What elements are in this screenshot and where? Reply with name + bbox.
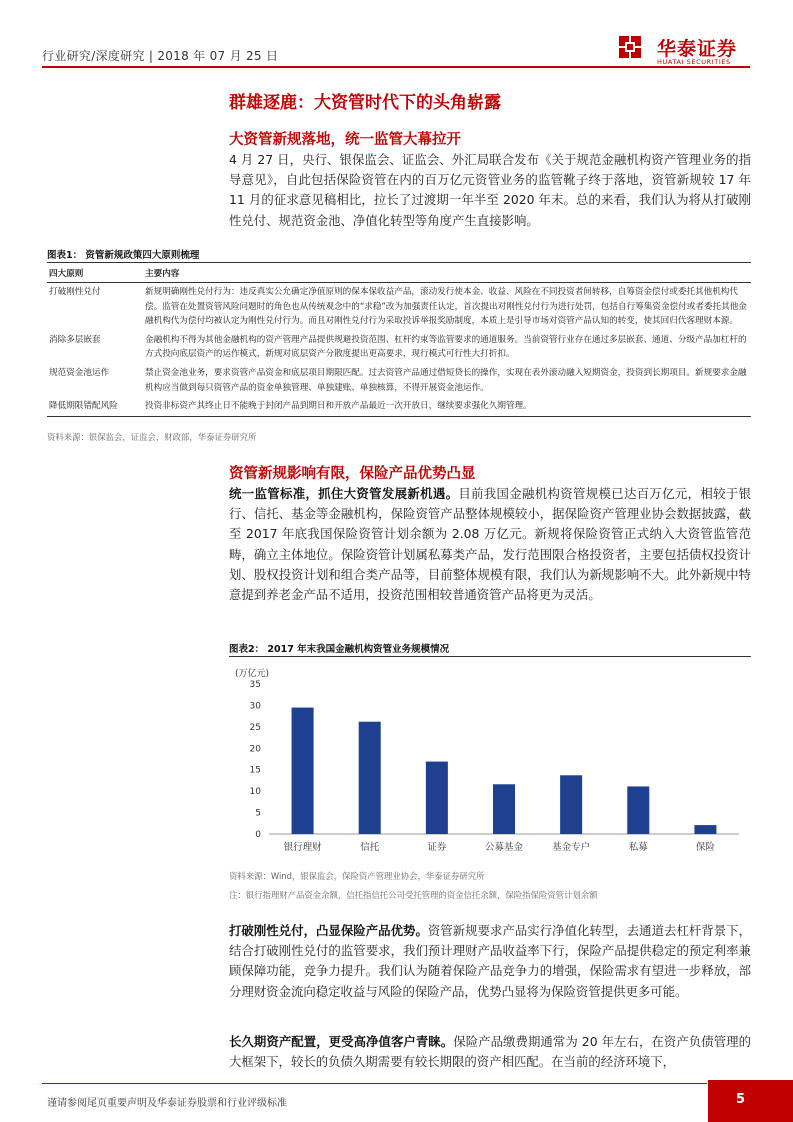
section2-body: 目前我国金融机构资管规模已达百万亿元，相较于银行、信托、基金等金融机构，保险资管产品整体规模较小，据保险资产管理业协会数据披露，截至 2017 年底我国保险资管计划余额为 2.08 万亿元。新规将保险资管正式纳入大资管监管范畴，确立主体地位。保险资管计划属私募类产品，发行范围限合格投资者，主要包括债权投资计划、股权投资计划和组合类产品等，目前整体规模有限，我们认为新规影响不大。此外新规中特意提到养老金产品不适用，投资范围相较普通资管产品将更为灵活。 xyxy=(229,486,752,603)
footer-page-badge xyxy=(708,1080,793,1122)
section4-body: 保险产品缴费期通常为 20 年左右，在资产负债管理的大框架下，较长的负债久期需要有较长期限的资产相匹配。在当前的经济环境下， xyxy=(229,1034,751,1070)
chart-y-tick-label: 25 xyxy=(249,722,261,733)
chart-y-tick-label: 30 xyxy=(249,701,261,712)
chart-bar xyxy=(426,762,448,834)
chart-y-tick-label: 10 xyxy=(249,787,261,798)
table-cell-content: 金融机构不得为其他金融机构的资产管理产品提供规避投资范围、杠杆约束等监管要求的通道服务。当前资管行业存在通过多层嵌套、通道、分级产品加杠杆的方式投向底层资产的运作模式，新规对底层资产分散度提出更高要求，现行模式可行性大打折扣。 xyxy=(145,334,747,360)
logo-text-en: HUATAI SECURITIES xyxy=(657,58,731,66)
table-cell-principle: 规范资金池运作 xyxy=(49,367,110,378)
figure2-title: 图表2： 2017 年末我国金融机构资管业务规模情况 xyxy=(229,644,450,655)
table-row xyxy=(47,364,751,397)
chart-bar xyxy=(359,722,381,834)
section2-lead: 统一监管标准，抓住大资管发展新机遇。 xyxy=(229,486,459,501)
footer-disclaimer: 谨请参阅尾页重要声明及华泰证券股票和行业评级标准 xyxy=(47,1098,287,1109)
figure2-divider xyxy=(229,656,751,657)
table-cell-content: 新规明确刚性兑付行为：违反真实公允确定净值原则的保本保收益产品，滚动发行使本金、收益、风险在不同投资者间转移，自筹资金偿付或委托其他机构代偿。监管在处置资管风险问题时的角色也从传统观念中的“求稳”改为加强责任认定，首次提出对刚性兑付行为进行处罚，包括自行筹集资金偿付或者委托其他金融机构代为偿付均被认定为刚性兑付行为。而且对刚性兑付行为采取投诉举报奖励制度，本质上是引导市场对资管产品认知的转变，使其回归代客理财本源。 xyxy=(145,287,747,327)
chart-y-tick-label: 0 xyxy=(255,830,261,840)
chart-bar xyxy=(292,708,314,834)
figure2-note: 注：银行指理财产品资金余额，信托指信托公司受托管理的资金信托余额，保险指保险资管计划余额 xyxy=(229,890,598,900)
chart-x-tick-label: 信托 xyxy=(360,842,380,853)
footer-divider xyxy=(42,1083,707,1084)
section4-lead: 长久期资产配置，更受高净值客户青睐。 xyxy=(229,1034,454,1049)
chart-y-tick-label: 35 xyxy=(249,680,261,690)
figure2-source: 资料来源：Wind，银保监会，保险资产管理业协会，华泰证券研究所 xyxy=(229,871,485,881)
table-header-content: 主要内容 xyxy=(143,263,751,283)
chart-x-tick-label: 银行理财 xyxy=(283,842,322,853)
table1-title: 图表1： 资管新规政策四大原则梳理 xyxy=(47,250,200,261)
chart-bar xyxy=(493,784,515,834)
header-breadcrumb: 行业研究/深度研究 | 2018 年 07 月 25 日 xyxy=(42,49,279,63)
section1-body: 4 月 27 日，央行、银保监会、证监会、外汇局联合发布《关于规范金融机构资产管理业务的指导意见》，自此包括保险资管在内的百万亿元资管业务的监管靴子终于落地，资管新规较 17 年 11 月的征求意见稿相比，拉长了过渡期一年半至 2020 年末。总的来看，我们认为将从打破刚性兑付、规范资金池、净值化转型等角度产生直接影响。 xyxy=(229,152,751,228)
section3-paragraph xyxy=(229,921,751,1002)
table-row xyxy=(47,331,751,364)
chart-x-tick-label: 基金专户 xyxy=(552,842,591,853)
section3-lead: 打破刚性兑付，凸显保险产品优势。 xyxy=(229,923,428,938)
chart-bar xyxy=(560,775,582,834)
chart-y-tick-label: 15 xyxy=(249,765,261,776)
header-divider xyxy=(42,66,750,68)
table1-source: 资料来源：银保监会，证监会，财政部，华泰证券研究所 xyxy=(47,432,257,442)
chart-y-tick-label: 20 xyxy=(249,744,261,755)
section3-body: 资管新规要求产品实行净值化转型，去通道去杠杆背景下，结合打破刚性兑付的监管要求，我们预计理财产品收益率下行，保险产品提供稳定的预定利率兼顾保障功能，竞争力提升。我们认为随着保险产品竞争力的增强，保险需求有望进一步释放，部分理财资金流向稳定收益与风险的保险产品，优势凸显将为保险资管提供更多可能。 xyxy=(229,923,752,999)
chart-x-tick-label: 证券 xyxy=(427,842,447,853)
chart-y-tick-label: 5 xyxy=(255,808,261,819)
chart-bar xyxy=(694,825,716,834)
asset-management-bar-chart xyxy=(229,662,751,862)
table-cell-principle: 降低期限错配风险 xyxy=(47,397,143,416)
section1-title: 大资管新规落地，统一监管大幕拉开 xyxy=(229,132,461,148)
page-number: 5 xyxy=(736,1092,746,1107)
section2-paragraph xyxy=(229,484,751,605)
main-title: 群雄逐鹿：大资管时代下的头角崭露 xyxy=(229,93,501,113)
table-cell-principle: 打破刚性兑付 xyxy=(49,287,101,297)
logo-text-cn: 华泰证券 xyxy=(657,38,738,60)
principles-table xyxy=(47,262,751,417)
chart-x-tick-label: 公募基金 xyxy=(484,842,524,853)
section2-title: 资管新规影响有限，保险产品优势凸显 xyxy=(229,466,476,482)
table-cell-content: 投资非标资产其终止日不能晚于封闭产品到期日和开放产品最近一次开放日，继续要求强化久期管理。 xyxy=(143,397,751,416)
section4-paragraph xyxy=(229,1032,751,1072)
chart-x-tick-label: 私募 xyxy=(628,842,648,853)
table-row xyxy=(47,397,751,416)
chart-y-axis-label: (万亿元) xyxy=(235,669,270,679)
chart-bar xyxy=(627,786,649,834)
table-cell-principle: 消除多层嵌套 xyxy=(49,334,101,345)
table-cell-content: 禁止资金池业务，要求资管产品资金和底层项目期限匹配。过去资管产品通过借短贷长的操作，实现在表外滚动融入短期资金，投资到长期项目。新规要求金融机构应当做到每只资管产品的资金单独管理、单独建账、单独核算，不得开展资金池运作。 xyxy=(145,367,747,393)
table-header-principle: 四大原则 xyxy=(47,263,143,283)
table-row xyxy=(47,283,751,331)
chart-x-tick-label: 保险 xyxy=(695,842,715,853)
